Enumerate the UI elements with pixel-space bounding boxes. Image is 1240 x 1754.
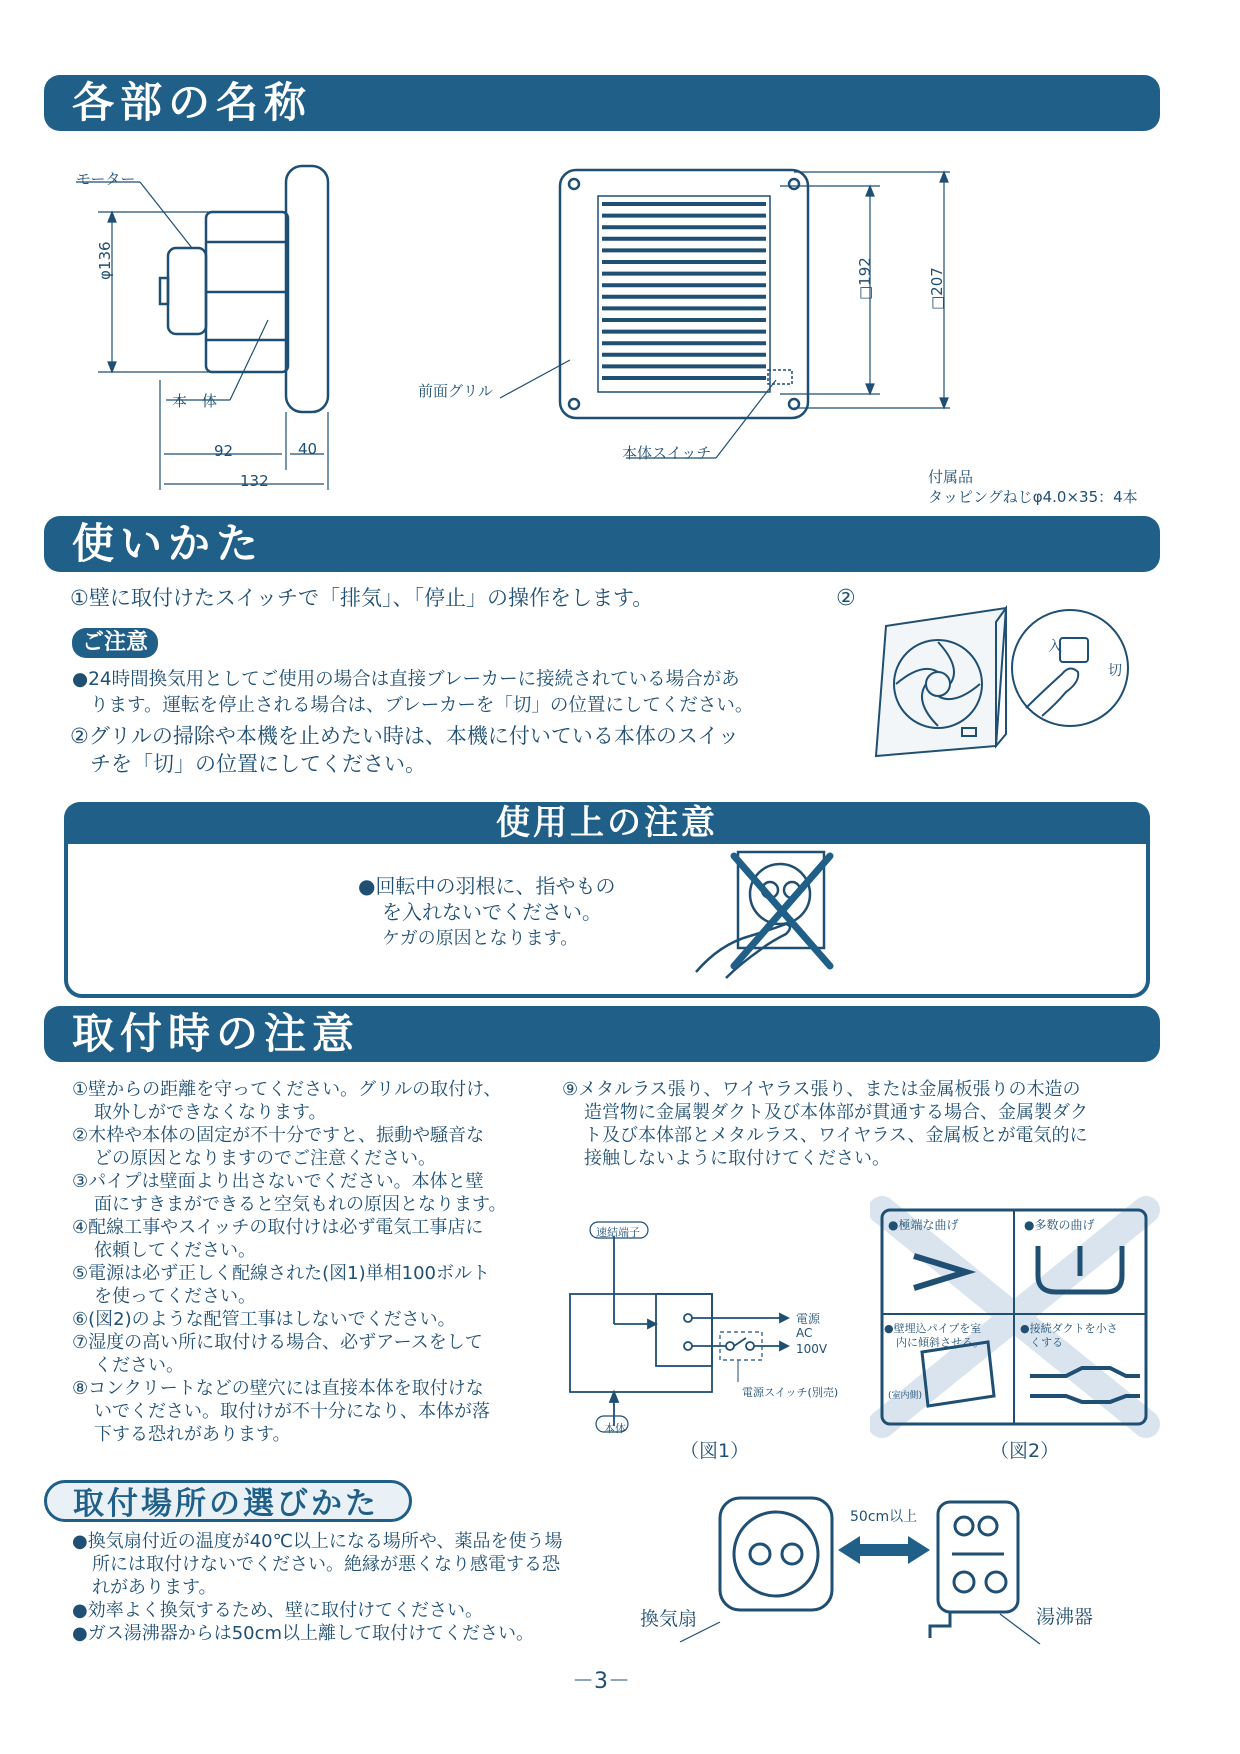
caution-title: 使用上の注意	[64, 802, 1150, 844]
fig2-indoor-label: (室内側)	[888, 1391, 923, 1401]
install-note: 取外しができなくなります。	[94, 1102, 327, 1123]
notice-line-2: ります。運転を停止される場合は、ブレーカーを「切」の位置にしてください。	[90, 695, 754, 716]
label-ac: AC	[796, 1326, 813, 1340]
install-note: を使ってください。	[94, 1286, 256, 1307]
switch-on-label: 入	[1048, 639, 1062, 655]
location-note: れがあります。	[92, 1577, 217, 1598]
accessory-screws: タッピングねじφ4.0×35：4本	[928, 488, 1138, 506]
dim-sq192: □192	[856, 257, 874, 300]
switch-illustration	[866, 596, 1156, 766]
install-note: ①壁からの距離を守ってください。グリルの取付け、	[72, 1079, 502, 1100]
install-note: どの原因となりますのでご注意ください。	[94, 1148, 436, 1169]
usage-step-2-line-1: ②グリルの掃除や本機を止めたい時は、本機に付いている本体のスイッ	[70, 724, 739, 748]
caution-line-3: ケガの原因となります。	[382, 928, 579, 949]
switch-off-label: 切	[1108, 663, 1122, 679]
section-title-usage: 使いかた	[44, 516, 1160, 572]
label-motor: モーター	[76, 170, 136, 188]
accessory-title: 付属品	[928, 468, 974, 486]
location-note: ●ガス湯沸器からは50cm以上離して取付けてください。	[72, 1623, 535, 1644]
install-note: ③パイプは壁面より出さないでください。本体と壁	[72, 1171, 484, 1192]
location-title: 取付場所の選びかた	[44, 1480, 412, 1522]
label-front-grille: 前面グリル	[418, 382, 494, 400]
install-note: ⑧コンクリートなどの壁穴には直接本体を取付けな	[72, 1378, 484, 1399]
fig2-slope-line-2: 内に傾斜させる。	[896, 1336, 984, 1349]
install-note: ⑤電源は必ず正しく配線された(図1)単相100ボルト	[72, 1263, 490, 1284]
fig2-duct-line-1: ●接続ダクトを小さ	[1020, 1322, 1118, 1335]
notice-line-1: ●24時間換気用としてご使用の場合は直接ブレーカーに接続されている場合があ	[72, 669, 740, 690]
dim-40: 40	[298, 440, 318, 458]
install-note: ②木枠や本体の固定が不十分ですと、振動や騒音な	[72, 1125, 485, 1146]
fig2-slope-line-1: ●壁埋込パイプを室	[884, 1322, 982, 1335]
location-note: ●効率よく換気するため、壁に取付けてください。	[72, 1600, 483, 1621]
install-note: 依頼してください。	[94, 1240, 256, 1261]
dim-132: 132	[240, 472, 269, 490]
fig2-extreme-bend: ●極端な曲げ	[888, 1218, 959, 1232]
location-note: ●換気扇付近の温度が40℃以上になる場所や、薬品を使う場	[72, 1531, 563, 1552]
label-100v: 100V	[796, 1342, 828, 1356]
fan-label: 換気扇	[640, 1608, 698, 1630]
fig1-caption: （図1）	[680, 1440, 750, 1462]
install-note: 接触しないように取付けてください。	[584, 1148, 890, 1169]
label-power-switch: 電源スイッチ(別売)	[742, 1386, 839, 1399]
install-note: ④配線工事やスイッチの取付けは必ず電気工事店に	[72, 1217, 484, 1238]
caution-line-1: ●回転中の羽根に、指やもの	[358, 874, 616, 898]
usage-figure-number: ②	[836, 586, 856, 611]
dim-sq207: □207	[928, 267, 946, 310]
label-terminal: 速結端子	[596, 1226, 640, 1239]
caution-line-2: を入れないでください。	[382, 900, 602, 924]
install-note: いでください。取付けが不十分になり、本体が落	[94, 1401, 490, 1422]
fig2-duct-line-2: くする	[1030, 1336, 1063, 1349]
front-view-diagram	[400, 160, 1000, 470]
label-body-switch: 本体スイッチ	[622, 444, 712, 462]
install-note: ⑦湿度の高い所に取付ける場合、必ずアースをして	[72, 1332, 483, 1353]
usage-step-1: ①壁に取付けたスイッチで「排気」、「停止」の操作をします。	[70, 586, 654, 610]
label-power: 電源	[796, 1312, 821, 1326]
dim-92: 92	[214, 442, 234, 460]
install-note: 下する恐れがあります。	[94, 1424, 291, 1445]
page-number: －3－	[572, 1669, 630, 1694]
no-finger-warning-illustration	[690, 846, 860, 980]
wiring-diagram-fig1	[560, 1214, 860, 1444]
install-note: ください。	[94, 1355, 184, 1376]
install-note: ト及び本体部とメタルラス、ワイヤラス、金属板とが電気的に	[584, 1125, 1088, 1146]
heater-label: 湯沸器	[1036, 1606, 1094, 1628]
label-body: 本 体	[172, 392, 218, 410]
notice-pill: ご注意	[72, 628, 158, 658]
install-note: 造営物に金属製ダクト及び本体部が貫通する場合、金属製ダク	[584, 1102, 1088, 1123]
location-note: 所には取付けないでください。絶縁が悪くなり感電する恐	[92, 1554, 560, 1575]
fig2-multiple-bends: ●多数の曲げ	[1024, 1218, 1095, 1232]
install-note: 面にすきまができると空気もれの原因となります。	[94, 1194, 507, 1215]
distance-label: 50cm以上	[850, 1509, 918, 1525]
section-title-names: 各部の名称	[44, 75, 1160, 131]
usage-step-2-line-2: チを「切」の位置にしてください。	[90, 752, 426, 776]
fig2-caption: （図2）	[990, 1440, 1060, 1462]
section-title-install: 取付時の注意	[44, 1006, 1160, 1062]
label-fig1-body: 本体	[604, 1422, 626, 1435]
label-phi136: φ136	[96, 241, 114, 280]
install-note: ⑨メタルラス張り、ワイヤラス張り、または金属板張りの木造の	[562, 1079, 1081, 1100]
install-note: ⑥(図2)のような配管工事はしないでください。	[72, 1309, 456, 1330]
